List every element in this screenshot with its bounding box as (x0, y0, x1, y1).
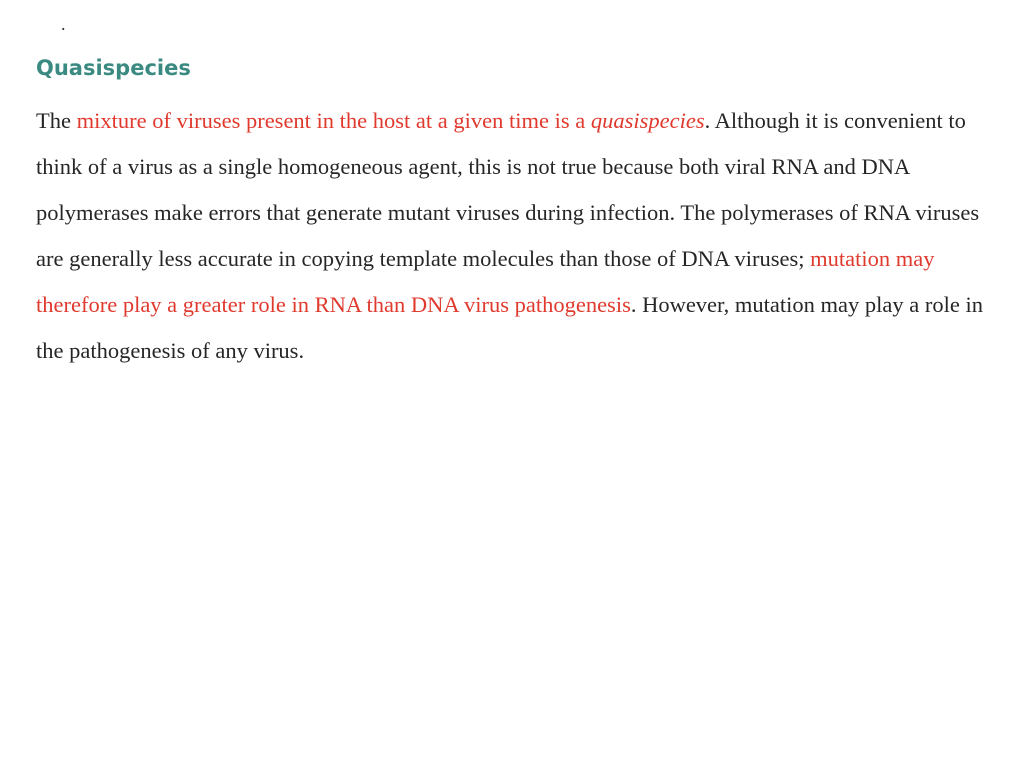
text-segment: . Although it is convenient to think of a virus as a single homogeneous agent, this is not true because both viral RNA and DNA polymerases make errors that generate mutant viruses during infection. The polymerases of RNA viruses are generally less accurate in copying template molecules than those of DNA viruses; (36, 108, 980, 271)
slide-title: Quasispecies (36, 56, 191, 80)
highlighted-term: quasispecies (590, 108, 705, 133)
highlighted-text: mixture of viruses present in the host at a given time is a (76, 108, 591, 133)
bullet-marker: . (61, 14, 66, 34)
highlighted-text: mutation may therefore play a greater role in RNA than DNA virus pathogenesis (36, 246, 935, 317)
body-paragraph (36, 98, 996, 374)
text-segment: The (36, 108, 77, 133)
text-segment: . However, mutation may play a role in the pathogenesis of any virus. (36, 292, 983, 363)
